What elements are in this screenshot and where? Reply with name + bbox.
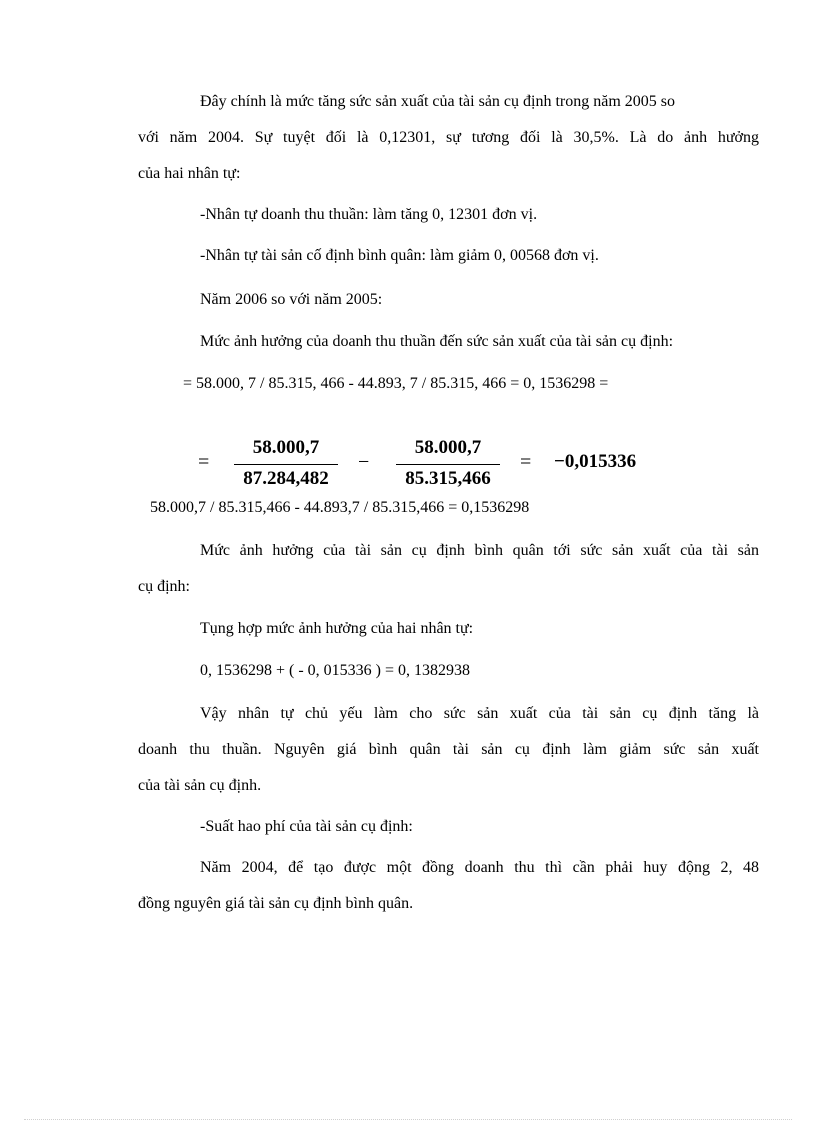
paragraph-1-line-3: của hai nhân tự: (138, 165, 241, 182)
fraction-2-bar (396, 464, 500, 465)
fixed-asset-impact-line-1: Mức ảnh hưởng của tài sản cụ định bình quân tới sức sản xuất của tài sản (200, 542, 759, 559)
revenue-impact-formula: = 58.000, 7 / 85.315, 466 - 44.893, 7 / 85.315, 466 = 0, 1536298 = (183, 375, 609, 392)
factor-fixed-assets-line: -Nhân tự tài sản cố định bình quân: làm giảm 0, 00568 đơn vị. (200, 247, 599, 264)
depreciation-rate-heading: -Suất hao phí của tài sản cụ định: (200, 818, 413, 835)
paragraph-1-line-1: Đây chính là mức tăng sức sản xuất của tài sản cụ định trong năm 2005 so (200, 93, 676, 110)
formula-equals-2: = (520, 451, 532, 473)
fraction-2-numerator: 58.000,7 (414, 437, 482, 458)
total-impact-heading: Tụng hợp mức ảnh hưởng của hai nhân tự: (200, 620, 474, 637)
conclusion-line-3: của tài sản cụ định. (138, 777, 262, 794)
page-bottom-border (24, 1119, 792, 1120)
conclusion-line-1: Vậy nhân tự chủ yếu làm cho sức sản xuất của tài sản cụ định tăng là (200, 705, 759, 722)
paragraph-1-line-2: với năm 2004. Sự tuyệt đối là 0,12301, sự tương đối là 30,5%. Là do ảnh hưởng (138, 129, 759, 146)
fixed-asset-impact-line-2: cụ định: (138, 578, 190, 595)
year-2004-line-1: Năm 2004, để tạo được một đồng doanh thu thì cần phải huy động 2, 48 (200, 859, 759, 876)
conclusion-line-2: doanh thu thuần. Nguyên giá bình quân tài sản cụ định làm giảm sức sản xuất (138, 741, 759, 758)
revenue-impact-line: Mức ảnh hưởng của doanh thu thuần đến sức sản xuất của tài sản cụ định: (200, 333, 674, 350)
fraction-formula (198, 437, 658, 493)
formula-minus: − (358, 451, 370, 473)
fraction-2-denominator: 85.315,466 (405, 468, 491, 489)
year-2004-line-2: đồng nguyên giá tài sản cụ định bình quân. (138, 895, 414, 912)
factor-revenue-line: -Nhân tự doanh thu thuần: làm tăng 0, 12301 đơn vị. (200, 206, 538, 223)
fraction-1-bar (234, 464, 338, 465)
fraction-1-numerator: 58.000,7 (252, 437, 320, 458)
revenue-impact-formula-repeat: 58.000,7 / 85.315,466 - 44.893,7 / 85.315,466 = 0,1536298 (150, 499, 530, 516)
year-comparison-heading: Năm 2006 so với năm 2005: (200, 291, 383, 308)
formula-equals-1: = (198, 451, 210, 473)
formula-fraction-1 (234, 437, 338, 493)
total-impact-formula: 0, 1536298 + ( - 0, 015336 ) = 0, 1382938 (200, 662, 471, 679)
formula-result: −0,015336 (554, 451, 637, 472)
formula-fraction-2 (396, 437, 500, 493)
fraction-1-denominator: 87.284,482 (243, 468, 329, 489)
